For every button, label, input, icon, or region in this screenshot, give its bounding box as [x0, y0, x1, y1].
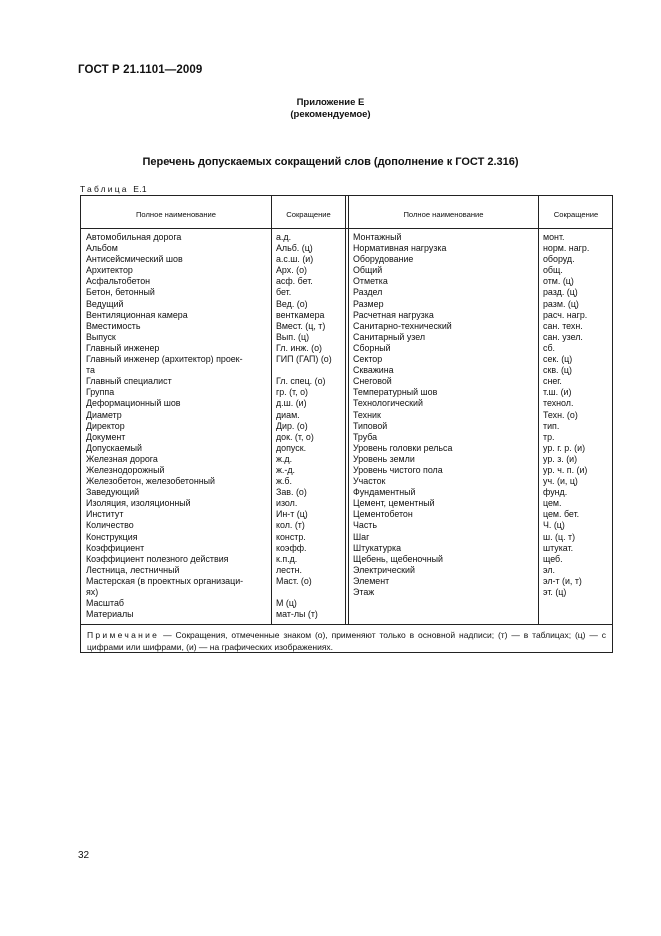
table-cell-full-name: Группа: [86, 387, 115, 398]
table-cell-abbreviation: Гл. инж. (о): [276, 342, 322, 353]
table-cell-full-name: Нормативная нагрузка: [353, 243, 447, 254]
table-cell-full-name: Допускаемый: [86, 442, 143, 453]
table-cell-abbreviation: асф. бет.: [276, 276, 313, 287]
table-cell-full-name: Цемент, цементный: [353, 498, 435, 509]
table-cell-abbreviation: бет.: [276, 287, 292, 298]
table-cell-full-name: Температурный шов: [353, 387, 438, 398]
table-cell-abbreviation: щеб.: [543, 553, 563, 564]
table-cell-abbreviation: эл-т (и, т): [543, 575, 582, 586]
table-cell-full-name: та: [86, 365, 95, 376]
left-names-column: [86, 232, 270, 620]
table-cell-abbreviation: к.п.д.: [276, 553, 298, 564]
page-number: 32: [78, 850, 90, 861]
table-cell-abbreviation: кол. (т): [276, 520, 305, 531]
table-cell-full-name: Бетон, бетонный: [86, 287, 155, 298]
table-cell-full-name: Главный специалист: [86, 376, 172, 387]
table-cell-full-name: Участок: [353, 476, 386, 487]
table-cell-abbreviation: цем. бет.: [543, 509, 580, 520]
table-cell-abbreviation: изол.: [276, 498, 298, 509]
table-cell-abbreviation: коэфф.: [276, 542, 307, 553]
table-cell-abbreviation: Зав. (о): [276, 487, 307, 498]
table-caption-number: Е.1: [133, 184, 147, 194]
table-cell-full-name: Диаметр: [86, 409, 122, 420]
table-cell-abbreviation: сан. техн.: [543, 320, 583, 331]
table-cell-abbreviation: ж.б.: [276, 476, 292, 487]
table-cell-full-name: Вместимость: [86, 320, 141, 331]
table-cell-abbreviation: Альб. (ц): [276, 243, 313, 254]
table-cell-abbreviation: [276, 587, 344, 598]
table-cell-abbreviation: ш. (ц. т): [543, 531, 576, 542]
table-cell-full-name: Снеговой: [353, 376, 392, 387]
table-cell-abbreviation: технол.: [543, 398, 574, 409]
left-abbreviations-column: [276, 232, 344, 620]
table-cell-full-name: Коэффициент полезного действия: [86, 553, 229, 564]
table-cell-full-name: Конструкция: [86, 531, 138, 542]
table-cell-full-name: Железная дорога: [86, 453, 158, 464]
table-cell-abbreviation: Ч. (ц): [543, 520, 565, 531]
table-cell-abbreviation: разд. (ц): [543, 287, 578, 298]
page-title: Перечень допускаемых сокращений слов (дополнение к ГОСТ 2.316): [142, 156, 519, 168]
table-cell-abbreviation: Арх. (о): [276, 265, 307, 276]
table-cell-full-name: Оборудование: [353, 254, 414, 265]
table-cell-abbreviation: ГИП (ГАП) (о): [276, 354, 332, 365]
table-cell-full-name: Уровень земли: [353, 453, 415, 464]
table-cell-abbreviation: т.ш. (и): [543, 387, 572, 398]
table-cell-full-name: Технологический: [353, 398, 423, 409]
note-text: — Сокращения, отмеченные знаком (о), применяют только в основной надписи; (т) — в таблицах; (ц) — с цифрами или шифрами, (и) — на графических изображениях.: [87, 630, 606, 652]
table-cell-full-name: Раздел: [353, 287, 383, 298]
table-cell-abbreviation: Техн. (о): [543, 409, 578, 420]
table-cell-full-name: ях): [86, 587, 99, 597]
table-cell-full-name: Шаг: [353, 531, 370, 542]
note-divider: [81, 624, 612, 625]
column-divider: [348, 196, 349, 625]
table-note: [87, 630, 606, 653]
table-cell-abbreviation: цем.: [543, 498, 562, 509]
table-cell-full-name: Антисейсмический шов: [86, 254, 183, 265]
table-cell-abbreviation: отм. (ц): [543, 276, 574, 287]
table-cell-abbreviation: Вед. (о): [276, 298, 308, 309]
table-cell-abbreviation: М (ц): [276, 598, 297, 609]
table-cell-abbreviation: скв. (ц): [543, 365, 572, 376]
table-cell-abbreviation: [276, 365, 344, 376]
header-abbreviation-right: Сокращение: [553, 209, 599, 219]
table-cell-abbreviation: Дир. (о): [276, 420, 308, 431]
table-cell-abbreviation: норм. нагр.: [543, 243, 590, 254]
table-cell-full-name: Расчетная нагрузка: [353, 309, 434, 320]
table-cell-full-name: Альбом: [86, 243, 118, 254]
table-cell-full-name: Институт: [86, 509, 124, 520]
table-cell-full-name: Электрический: [353, 564, 415, 575]
table-cell-abbreviation: Вып. (ц): [276, 331, 310, 342]
document-code: ГОСТ Р 21.1101—2009: [78, 64, 203, 76]
table-cell-abbreviation: мат-лы (т): [276, 609, 318, 620]
table-cell-abbreviation: констр.: [276, 531, 306, 542]
table-cell-abbreviation: снег.: [543, 376, 562, 387]
table-caption-word: Таблица: [80, 184, 129, 194]
table-cell-full-name: Изоляция, изоляционный: [86, 498, 191, 509]
table-cell-abbreviation: тип.: [543, 420, 560, 431]
table-cell-full-name: Масштаб: [86, 598, 124, 609]
table-cell-full-name: Директор: [86, 420, 125, 431]
table-cell-abbreviation: а.с.ш. (и): [276, 254, 314, 265]
table-cell-abbreviation: Вмест. (ц, т): [276, 320, 326, 331]
table-cell-abbreviation: эт. (ц): [543, 587, 567, 597]
table-cell-full-name: Выпуск: [86, 331, 116, 342]
table-cell-abbreviation: д.ш. (и): [276, 398, 307, 409]
table-cell-full-name: Вентиляционная камера: [86, 309, 188, 320]
table-cell-abbreviation: общ.: [543, 265, 563, 276]
table-cell-full-name: Мастерская (в проектных организаци-: [86, 575, 244, 586]
appendix-status: (рекомендуемое): [290, 109, 371, 120]
table-cell-full-name: Автомобильная дорога: [86, 232, 182, 242]
table-cell-abbreviation: венткамера: [276, 309, 325, 320]
table-cell-full-name: Уровень головки рельса: [353, 442, 453, 453]
table-cell-abbreviation: диам.: [276, 409, 300, 420]
table-cell-abbreviation: сан. узел.: [543, 331, 583, 342]
table-cell-abbreviation: гр. (т, о): [276, 387, 308, 398]
table-cell-full-name: Типовой: [353, 420, 388, 431]
table-cell-full-name: Материалы: [86, 609, 134, 620]
table-cell-full-name: Элемент: [353, 575, 390, 586]
table-cell-full-name: Техник: [353, 409, 381, 420]
table-cell-abbreviation: уч. (и, ц): [543, 476, 578, 487]
header-full-name-left: Полное наименование: [135, 209, 217, 219]
abbreviations-table: [80, 195, 613, 653]
table-cell-abbreviation: расч. нагр.: [543, 309, 588, 320]
table-caption: [80, 184, 147, 194]
table-cell-abbreviation: эл.: [543, 564, 555, 575]
table-cell-abbreviation: ур. з. (и): [543, 453, 578, 464]
table-cell-abbreviation: ур. ч. п. (и): [543, 464, 588, 475]
right-abbreviations-column: [543, 232, 611, 598]
table-cell-abbreviation: штукат.: [543, 542, 574, 553]
table-cell-full-name: Щебень, щебеночный: [353, 553, 443, 564]
column-divider: [538, 196, 539, 625]
table-cell-full-name: Монтажный: [353, 232, 402, 242]
table-cell-full-name: Главный инженер: [86, 342, 160, 353]
table-cell-full-name: Размер: [353, 298, 384, 309]
table-cell-abbreviation: тр.: [543, 431, 555, 442]
table-cell-abbreviation: допуск.: [276, 442, 307, 453]
table-cell-abbreviation: разм. (ц): [543, 298, 579, 309]
table-cell-abbreviation: Гл. спец. (о): [276, 376, 326, 387]
table-cell-full-name: Архитектор: [86, 265, 133, 276]
table-cell-full-name: Количество: [86, 520, 134, 531]
table-cell-full-name: Цементобетон: [353, 509, 413, 520]
table-cell-full-name: Штукатурка: [353, 542, 402, 553]
header-abbreviation-left: Сокращение: [286, 209, 331, 219]
table-cell-abbreviation: а.д.: [276, 232, 292, 242]
table-cell-abbreviation: сек. (ц): [543, 354, 573, 365]
table-cell-abbreviation: док. (т, о): [276, 431, 314, 442]
table-cell-abbreviation: ур. г. р. (и): [543, 442, 586, 453]
table-cell-full-name: Санитарно-технический: [353, 320, 452, 331]
table-cell-full-name: Сектор: [353, 354, 383, 365]
appendix-title: Приложение Е: [296, 97, 365, 108]
table-cell-abbreviation: оборуд.: [543, 254, 575, 265]
table-cell-abbreviation: сб.: [543, 342, 555, 353]
table-cell-full-name: Деформационный шов: [86, 398, 181, 409]
table-cell-full-name: Этаж: [353, 587, 375, 597]
table-cell-full-name: Фундаментный: [353, 487, 416, 498]
table-cell-abbreviation: Маст. (о): [276, 575, 312, 586]
table-cell-full-name: Лестница, лестничный: [86, 564, 180, 575]
table-cell-full-name: Труба: [353, 431, 378, 442]
table-cell-full-name: Коэффициент: [86, 542, 145, 553]
table-cell-full-name: Скважина: [353, 365, 394, 376]
table-cell-full-name: Сборный: [353, 342, 391, 353]
table-cell-full-name: Уровень чистого пола: [353, 464, 443, 475]
table-cell-abbreviation: ж.-д.: [276, 464, 296, 475]
table-cell-abbreviation: лестн.: [276, 564, 302, 575]
table-cell-full-name: Общий: [353, 265, 383, 276]
column-divider: [271, 196, 272, 625]
table-cell-abbreviation: фунд.: [543, 487, 568, 498]
table-cell-full-name: Документ: [86, 431, 126, 442]
table-cell-full-name: Железобетон, железобетонный: [86, 476, 215, 487]
column-divider: [345, 196, 346, 625]
table-cell-abbreviation: ж.д.: [276, 453, 293, 464]
table-cell-full-name: Отметка: [353, 276, 388, 287]
table-cell-abbreviation: Ин-т (ц): [276, 509, 308, 520]
table-cell-full-name: Заведующий: [86, 487, 140, 498]
table-cell-full-name: Санитарный узел: [353, 331, 426, 342]
appendix-heading: [0, 97, 661, 121]
table-cell-full-name: Главный инженер (архитектор) проек-: [86, 354, 243, 365]
table-cell-abbreviation: монт.: [543, 232, 565, 242]
note-label: Примечание: [87, 630, 160, 640]
table-cell-full-name: Ведущий: [86, 298, 124, 309]
table-cell-full-name: Асфальтобетон: [86, 276, 151, 287]
table-cell-full-name: Часть: [353, 520, 377, 531]
header-full-name-right: Полное наименование: [403, 209, 484, 219]
table-cell-full-name: Железнодорожный: [86, 464, 165, 475]
right-names-column: [353, 232, 537, 598]
